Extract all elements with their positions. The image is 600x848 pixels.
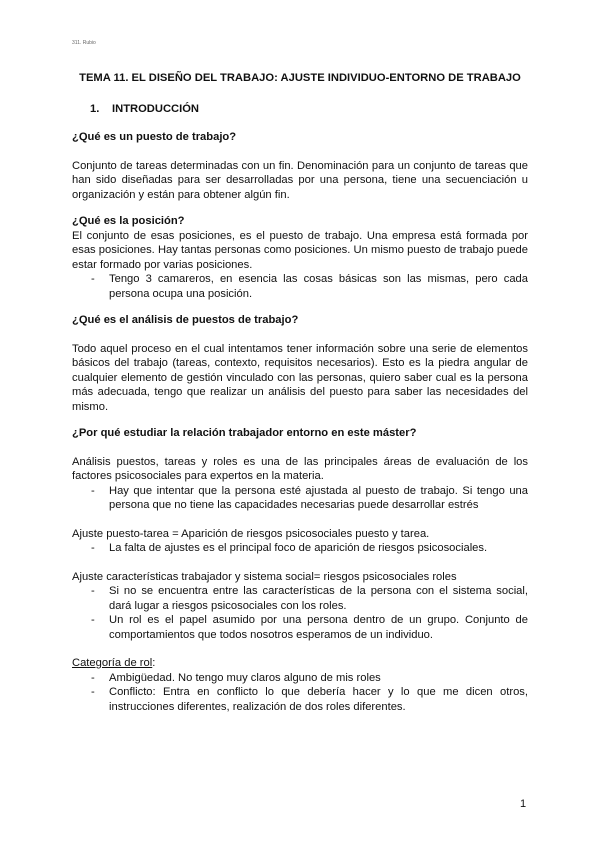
list-item-text: Conflicto: Entra en conflicto lo que debería hacer y lo que me dicen otros, instrucciones diferentes, realización de dos roles diferentes. [109, 686, 528, 713]
bullet-dash: - [91, 273, 95, 285]
question-analisis: ¿Qué es el análisis de puestos de trabajo? [72, 314, 299, 326]
bullet-dash: - [91, 484, 95, 497]
list-ajuste-puesto [72, 541, 528, 556]
bullet-dash: - [91, 614, 95, 626]
bullet-dash: - [91, 686, 95, 698]
paragraph-master: Análisis puestos, tareas y roles es una de las principales áreas de evaluación de los factores psicosociales para expertos en la materia. [72, 455, 528, 482]
list-item-text: Ambigüedad. No tengo muy claros alguno de mis roles [109, 671, 381, 684]
list-item [72, 484, 528, 513]
section-number: 1. [90, 102, 100, 115]
paragraph-analisis: Todo aquel proceso en el cual intentamos tener información sobre una serie de elementos básicos del trabajo (tareas, contexto, requisitos necesarios). Esto es la piedra angular de cualquier elemento de gestión vinculado con las personas, quiero saber cual es la persona más adecuada, tengo que realizar un análisis del puesto para saber las necesidades del mismo. [72, 342, 528, 413]
list-categoria-rol [72, 671, 528, 715]
list-item [72, 584, 528, 613]
category-heading-text: Categoría de rol [72, 657, 153, 669]
list-item [72, 613, 528, 642]
header-note: 311. Rubio [72, 40, 96, 46]
page-title: TEMA 11. EL DISEÑO DEL TRABAJO: AJUSTE INDIVIDUO-ENTORNO DE TRABAJO [79, 72, 521, 84]
paragraph-ajuste-puesto: Ajuste puesto-tarea = Aparición de riesgos psicosociales puesto y tarea. [72, 527, 430, 540]
list-item [72, 671, 528, 686]
list-item-text: La falta de ajustes es el principal foco de aparición de riesgos psicosociales. [109, 542, 488, 554]
bullet-dash: - [91, 542, 95, 554]
list-item-text: Tengo 3 camareros, en esencia las cosas básicas son las mismas, pero cada persona ocupa una posición. [109, 273, 528, 300]
list-item [72, 272, 528, 301]
bullet-dash: - [91, 585, 95, 597]
section-heading [90, 102, 528, 117]
list-item-text: Hay que intentar que la persona esté ajustada al puesto de trabajo. Si tengo una persona que no tiene las capacidades necesarias puede desarrollar estrés [109, 484, 528, 511]
paragraph-puesto: Conjunto de tareas determinadas con un fin. Denominación para un conjunto de tareas que han sido diseñadas para ser desarrolladas por una persona, tiene una secuenciación u organización y están para obtener algún fin. [72, 159, 528, 201]
list-ajuste-social [72, 584, 528, 642]
list-master [72, 484, 528, 513]
category-heading [72, 656, 528, 671]
question-posicion: ¿Qué es la posición? [72, 215, 185, 227]
document-page [72, 71, 528, 714]
question-master: ¿Por qué estudiar la relación trabajador entorno en este máster? [72, 427, 417, 439]
paragraph-ajuste-social: Ajuste características trabajador y sistema social= riesgos psicosociales roles [72, 570, 457, 583]
bullet-dash: - [91, 671, 95, 684]
list-item [72, 685, 528, 714]
question-puesto: ¿Qué es un puesto de trabajo? [72, 131, 237, 143]
list-posicion [72, 272, 528, 301]
list-item-text: Si no se encuentra entre las características de la persona con el sistema social, dará lugar a riesgos psicosociales con los roles. [109, 585, 528, 612]
category-heading-colon: : [152, 657, 156, 669]
section-label: INTRODUCCIÓN [112, 102, 200, 115]
list-item-text: Un rol es el papel asumido por una persona dentro de un grupo. Conjunto de comportamientos que todos nosotros esperamos de un individuo. [109, 614, 528, 641]
page-number: 1 [520, 798, 527, 810]
paragraph-posicion: El conjunto de esas posiciones, es el puesto de trabajo. Una empresa está formada por esas posiciones. Hay tantas personas como posiciones. Un mismo puesto de trabajo puede estar formado por varias posiciones. [72, 229, 528, 271]
list-item [72, 541, 528, 556]
